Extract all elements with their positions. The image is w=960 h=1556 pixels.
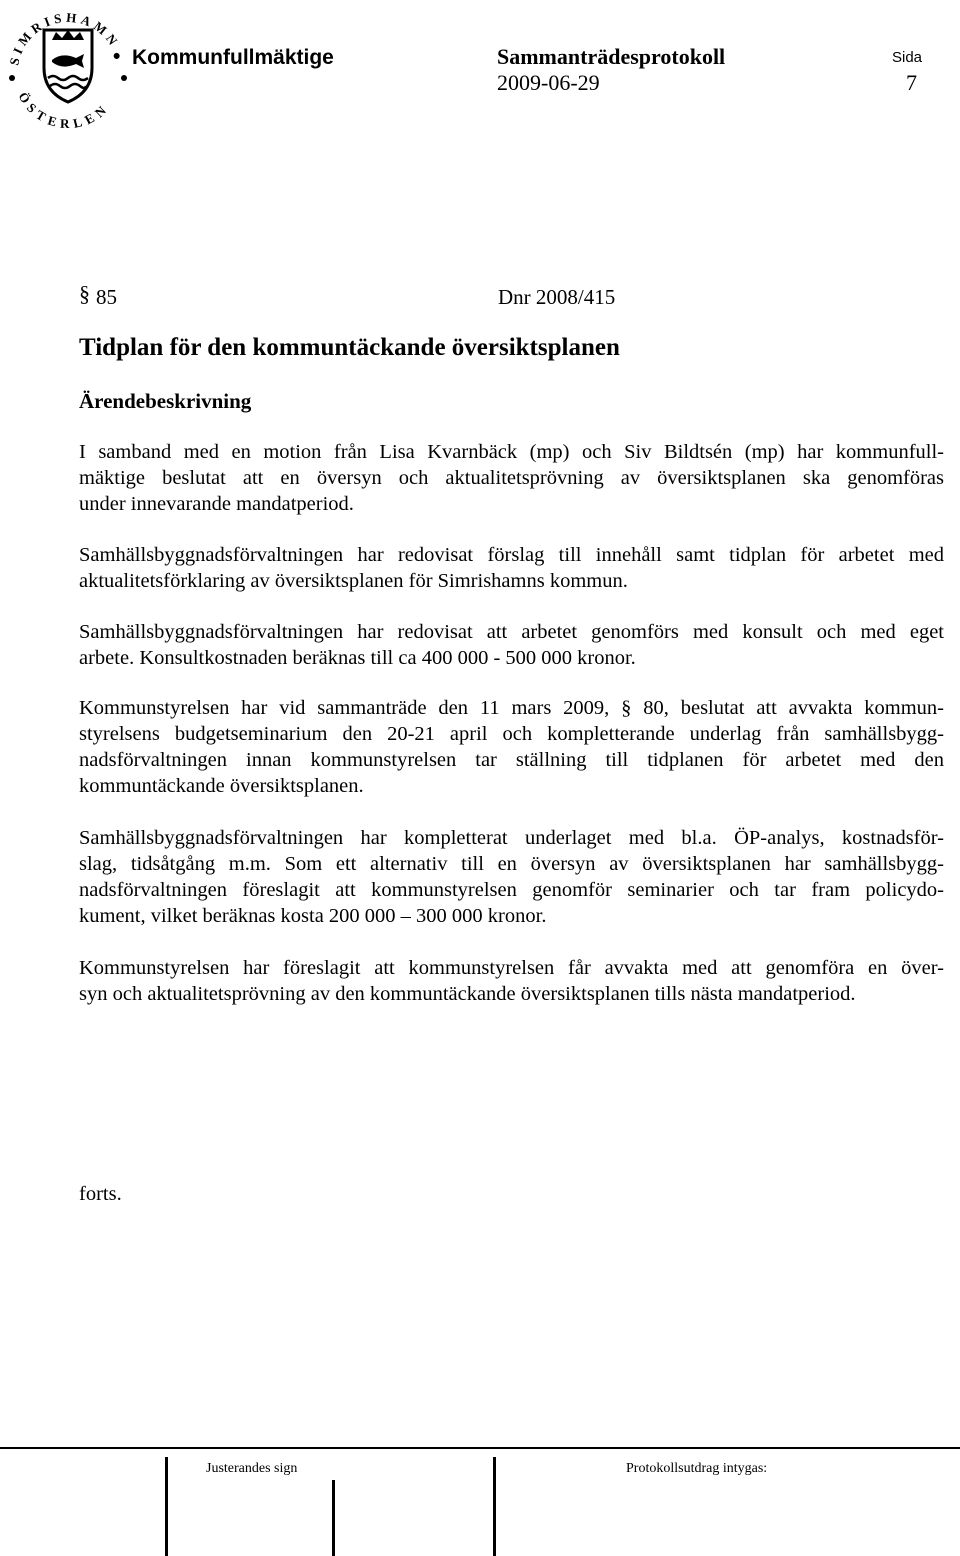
svg-text:SIMRISHAMN: SIMRISHAMN bbox=[6, 9, 123, 67]
body-paragraph bbox=[79, 619, 944, 671]
text-line: syn och aktualitetsprövning av den kommuntäckande översiktsplanen tills nästa mandatperiod. bbox=[79, 983, 856, 1005]
text-line: Samhällsbyggnadsförvaltningen har kompletterat underlaget med bl.a. ÖP-analys, kostnadsför- bbox=[79, 827, 944, 849]
text-line: Samhällsbyggnadsförvaltningen har redovisat förslag till innehåll samt tidplan för arbetet med bbox=[79, 544, 944, 566]
text-line: under innevarande mandatperiod. bbox=[79, 493, 354, 515]
text-line: kommuntäckande översiktsplanen. bbox=[79, 775, 364, 797]
text-line: kument, vilket beräknas kosta 200 000 – 300 000 kronor. bbox=[79, 905, 547, 927]
section-symbol: § bbox=[79, 281, 90, 306]
header-center-title: Sammanträdesprotokoll bbox=[497, 44, 726, 69]
header-bullet: • bbox=[113, 45, 121, 68]
header-page-label: Sida bbox=[892, 49, 923, 66]
body-paragraph bbox=[79, 955, 944, 1007]
text-line: aktualitetsförklaring av översiktsplanen för Simrishamns kommun. bbox=[79, 570, 628, 592]
header-page-number: 7 bbox=[906, 70, 917, 95]
signature-box-line bbox=[332, 1480, 335, 1556]
footer-divider bbox=[0, 1447, 960, 1449]
section-number: 85 bbox=[96, 285, 117, 309]
signature-box-line bbox=[165, 1457, 168, 1556]
text-line: Kommunstyrelsen har vid sammanträde den 11 mars 2009, § 80, beslutat att avvakta kommun- bbox=[79, 697, 944, 719]
dnr-number: Dnr 2008/415 bbox=[498, 285, 616, 309]
header-date: 2009-06-29 bbox=[497, 70, 600, 95]
text-line: nadsförvaltningen föreslagit att kommunstyrelsen genomför seminarier och tar fram policydo- bbox=[79, 879, 944, 901]
body-paragraph bbox=[79, 825, 944, 929]
text-line: mäktige beslutat att en översyn och aktualitetsprövning av översiktsplanen ska genomföras bbox=[79, 467, 944, 489]
body-paragraph bbox=[79, 542, 944, 594]
text-line: arbete. Konsultkostnaden beräknas till ca 400 000 - 500 000 kronor. bbox=[79, 647, 636, 669]
protokollsutdrag-label: Protokollsutdrag intygas: bbox=[626, 1461, 768, 1476]
text-line: Samhällsbyggnadsförvaltningen har redovisat att arbetet genomförs med konsult och med eget bbox=[79, 621, 944, 643]
body-paragraph bbox=[79, 439, 944, 517]
svg-text:ÖSTERLEN: ÖSTERLEN bbox=[15, 89, 113, 130]
signature-box-line bbox=[493, 1457, 496, 1556]
header-left-title: Kommunfullmäktige bbox=[132, 46, 334, 69]
page-title: Tidplan för den kommuntäckande översiktsplanen bbox=[79, 334, 620, 361]
section-subheading: Ärendebeskrivning bbox=[79, 389, 252, 413]
body-paragraph bbox=[79, 695, 944, 799]
text-line: I samband med en motion från Lisa Kvarnbäck (mp) och Siv Bildtsén (mp) har kommunfull- bbox=[79, 441, 944, 463]
text-line: nadsförvaltningen innan kommunstyrelsen tar ställning till tidplanen för arbetet med den bbox=[79, 749, 944, 771]
continuation-marker: forts. bbox=[79, 1183, 122, 1205]
text-line: Kommunstyrelsen har föreslagit att kommunstyrelsen får avvakta med att genomföra en över- bbox=[79, 957, 944, 979]
text-line: styrelsens budgetseminarium den 20-21 april och kompletterande underlag från samhällsbygg- bbox=[79, 723, 944, 745]
text-line: slag, tidsåtgång m.m. Som ett alternativ till en översyn av översiktsplanen har samhällsbygg- bbox=[79, 853, 944, 875]
justerandes-sign-label: Justerandes sign bbox=[206, 1461, 298, 1476]
